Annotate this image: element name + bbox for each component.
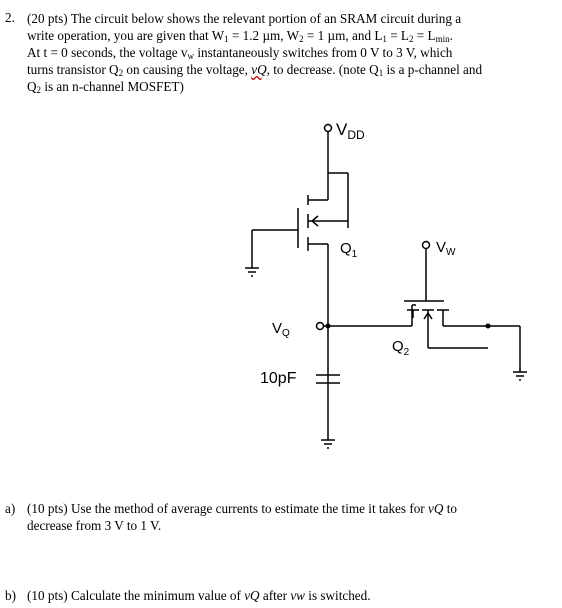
vq-label: $V_Q$ <box>272 320 290 339</box>
part-a-text-b: to <box>443 501 457 516</box>
line5-text-b: is an n-channel MOSFET) <box>41 79 184 94</box>
part-b-label: b) <box>5 588 16 603</box>
part-a-line-2: decrease from 3 V to 1 V. <box>27 518 162 533</box>
w2-sub: 2 <box>299 34 304 44</box>
q2-sub-b: 2 <box>36 85 42 95</box>
vdd-label: $V_{DD}$ <box>336 120 365 142</box>
vq-terminal <box>317 323 324 330</box>
q1-label: $Q_1$ <box>340 240 358 260</box>
line2-text-f: . <box>449 28 453 43</box>
line4-text-a: turns transistor Q <box>27 62 119 77</box>
line4-text-b: on causing the voltage, <box>123 62 252 77</box>
vw-sub: w <box>187 51 195 61</box>
part-a-text-a: (10 pts) Use the method of average currents to estimate the time it takes for <box>27 501 428 516</box>
part-a-label: a) <box>5 501 16 516</box>
q2-label: $Q_2$ <box>392 338 410 358</box>
lmin-sub: min <box>435 34 450 44</box>
part-b-line <box>27 587 371 604</box>
part-a-line-1 <box>27 500 457 517</box>
vw-terminal <box>423 242 430 249</box>
line2-text-b: = 1.2 µm, W <box>228 28 300 43</box>
part-b-text-b: after <box>259 588 291 603</box>
part-a-var: vQ <box>428 501 444 516</box>
w1-sub: 1 <box>224 34 229 44</box>
capacitor-label: 10pF <box>260 370 297 387</box>
vq-junction-dot <box>326 324 331 329</box>
q2-sub: 2 <box>118 68 124 78</box>
line2-text-e: = L <box>413 28 436 43</box>
part-b-text-a: (10 pts) Calculate the minimum value of <box>27 588 245 603</box>
vdd-terminal <box>325 125 332 132</box>
l2-sub: 2 <box>408 34 414 44</box>
problem-line-1-text: (20 pts) The circuit below shows the relevant portion of an SRAM circuit during a <box>27 11 462 26</box>
line2-text-a: write operation, you are given that W <box>27 28 225 43</box>
line3-text-a: At t = 0 seconds, the voltage v <box>27 45 188 60</box>
line4-text-c: , to decrease. (note Q <box>266 62 379 77</box>
part-b-text-c: is switched. <box>304 588 371 603</box>
q1-sub: 1 <box>378 68 384 78</box>
q2-junction-dot <box>486 324 491 329</box>
vw-label: $V_W$ <box>436 239 456 258</box>
l1-sub: 1 <box>382 34 387 44</box>
line2-text-d: = L <box>386 28 409 43</box>
line3-text-b: instantaneously switches from 0 V to 3 V, which <box>194 45 453 60</box>
line5-text-a: Q <box>27 79 37 94</box>
line2-text-c: = 1 µm, and L <box>303 28 383 43</box>
problem-number: 2. <box>5 10 15 25</box>
part-b-var2: vw <box>290 588 305 603</box>
vq-variable: vQ <box>251 62 267 77</box>
part-b-var1: vQ <box>244 588 260 603</box>
line4-text-d: is a p-channel and <box>383 62 483 77</box>
